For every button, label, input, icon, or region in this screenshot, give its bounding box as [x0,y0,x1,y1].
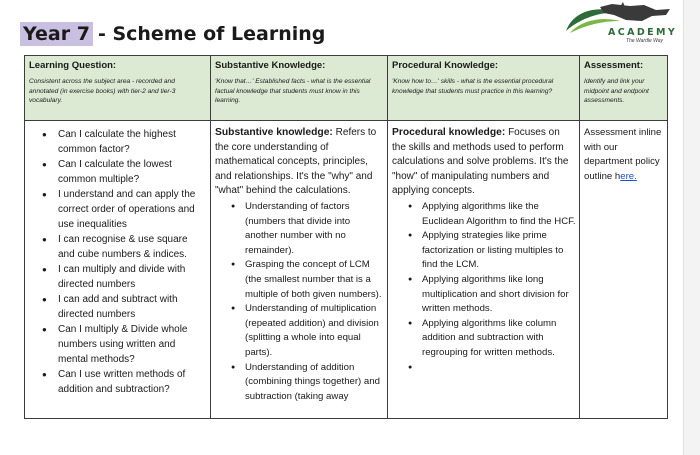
vertical-scrollbar[interactable] [683,0,700,455]
academy-logo [560,1,680,47]
list-item: ● Applying strategies like prime factorization or listing multiples to find the LCM. [408,229,576,273]
assessment-policy-link[interactable]: ere. [620,170,637,182]
table-body-row [25,121,668,419]
header-procedural-knowledge [388,56,580,121]
column-title: Substantive Knowledge: [215,60,326,71]
column-title: Learning Question: [29,60,117,71]
list-item: ● Understanding of addition (combining things together) and subtraction (taking away [231,361,384,405]
title-text: - Scheme of Learning [97,23,326,45]
list-item: ● Can I calculate the highest common factor? [42,127,206,157]
logo-motto: The Wardle Way [626,38,664,44]
title-year: Year 7 [20,22,93,46]
list-item: ● Understanding of multiplication (repeated addition) and division (splitting a whole into equal parts). [231,302,384,360]
procedural-list [388,200,579,361]
substantive-lead-bold: Substantive knowledge: [215,127,333,138]
page-header [0,0,700,52]
substantive-intro [211,121,387,199]
list-item: ● I understand and can apply the correct order of operations and use inequalities [42,187,206,232]
column-description: 'Know how to…' skills - what is the essential procedural knowledge that students must practice in this learning? [392,78,554,95]
substantive-list [211,200,387,404]
assessment-text [580,121,667,184]
column-title: Procedural Knowledge: [392,60,499,71]
learning-question-list [25,121,210,397]
list-item: ● Can I use written methods of addition and subtraction? [42,367,206,397]
assessment-cell [580,121,668,419]
list-item: ● I can multiply and divide with directed numbers [42,262,206,292]
list-item: ● Applying algorithms like column addition and subtraction with regrouping for written methods. [408,317,576,361]
procedural-intro [388,121,579,199]
procedural-lead-text: Focuses on the skills and methods used to perform calculations and solve problems. It's the "how" of manipulating numbers and applying concepts. [392,127,569,197]
procedural-lead-bold: Procedural knowledge: [392,127,506,138]
header-assessment [580,56,668,121]
header-learning-question [25,56,211,121]
procedural-knowledge-cell [388,121,580,419]
list-item: ● Grasping the concept of LCM (the smallest number that is a multiple of both given numbers). [231,258,384,302]
column-description: Identify and link your midpoint and endpoint assessments. [584,78,649,104]
scheme-of-learning-table [24,55,668,419]
list-item: ● I can recognise & use square and cube numbers & indices. [42,232,206,262]
assessment-body: Assessment inline with our department policy outline h [584,127,662,182]
page-title [20,22,325,46]
column-description: 'Know that…' Established facts - what is the essential factual knowledge that students must know in this learning. [215,78,371,104]
header-substantive-knowledge [211,56,388,121]
substantive-knowledge-cell [211,121,388,419]
logo-text: ACADEMY [608,27,678,38]
list-item: ● Understanding of factors (numbers that divide into another number with no remainder). [231,200,384,258]
list-item: ● I can add and subtract with directed numbers [42,292,206,322]
list-item: ● Can I calculate the lowest common multiple? [42,157,206,187]
substantive-lead-text: Refers to the core understanding of mathematical concepts, principles, and relationships. It's the "why" and "what" behind the calculations. [215,127,377,197]
learning-questions-cell [25,121,211,419]
list-item: ● Applying algorithms like long multiplication and short division for written methods. [408,273,576,317]
list-item: ● Can I multiply & Divide whole numbers using written and mental methods? [42,322,206,367]
list-item: ● Applying algorithms like the Euclidean Algorithm to find the HCF. [408,200,576,229]
column-description: Consistent across the subject area - recorded and annotated (in exercise books) with tier-2 and tier-3 vocabulary. [29,78,176,104]
column-title: Assessment: [584,60,644,71]
table-header-row [25,56,668,121]
